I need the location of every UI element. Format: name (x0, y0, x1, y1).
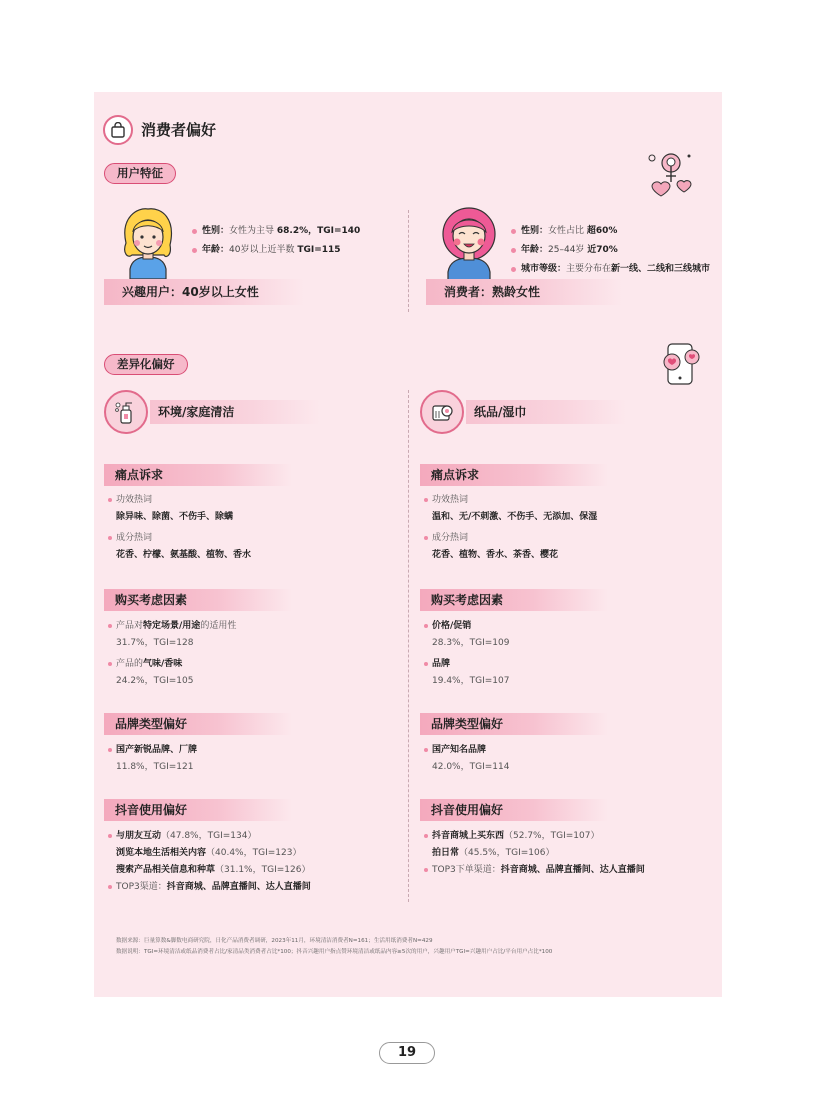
consumer-gender-row: 性别：女性占比 超60% (511, 222, 710, 241)
left-pain-ingredient: 成分热词 花香、柠檬、氨基酸、植物、香水 (108, 530, 251, 564)
right-pain-ingredient: 成分热词 花香、植物、香水、茶香、樱花 (424, 530, 558, 564)
category-paper-band (466, 400, 626, 424)
preference-divider (408, 390, 409, 902)
left-pain-header: 痛点诉求 (104, 464, 292, 486)
right-brand-item: 国产知名品牌 42.0%，TGI=114 (424, 742, 509, 776)
category-paper-label: 纸品/湿巾 (474, 405, 527, 419)
gender-icon (644, 148, 696, 200)
page-number: 19 (379, 1042, 435, 1064)
interest-age-row: 年龄：40岁以上近半数 TGI=115 (192, 241, 360, 260)
consumer-city-row: 城市等级：主要分布在新一线、二线和三线城市 (511, 260, 710, 279)
right-buy-price: 价格/促销 28.3%，TGI=109 (424, 618, 509, 652)
interest-user-banner: 兴趣用户：40岁以上女性 (104, 279, 304, 305)
right-pain-efficacy: 功效热词 温和、无/不刺激、不伤手、无添加、保湿 (424, 492, 597, 526)
left-brand-item: 国产新锐品牌、厂牌 11.8%，TGI=121 (108, 742, 197, 776)
consumer-age-row: 年龄：25–44岁 近70% (511, 241, 710, 260)
spray-bottle-icon (104, 390, 148, 434)
left-douyin-list: 与朋友互动（47.8%，TGI=134） 浏览本地生活相关内容（40.4%，TGI=123） 搜索产品相关信息和种草（31.1%，TGI=126） TOP3渠道：抖音商城、品牌直播间、达人直播间 (108, 828, 311, 896)
interest-gender-row: 性别：女性为主导 68.2%，TGI=140 (192, 222, 360, 241)
consumer-stats (511, 222, 710, 279)
footnote-note: 数据说明：TGI=环境清洁或纸品消费者占比/家清品类消费者占比*100；抖音兴趣用户指点赞环境清洁或纸品内容≥5次的用户，兴趣用户TGI=兴趣用户占比/平台用户占比*100 (116, 949, 553, 955)
shopping-bag-icon (103, 115, 133, 145)
left-buy-scenario: 产品对特定场景/用途的适用性 31.7%，TGI=128 (108, 618, 236, 652)
category-cleaning-label: 环境/家庭清洁 (158, 405, 235, 419)
right-douyin-header: 抖音使用偏好 (420, 799, 608, 821)
left-brand-header: 品牌类型偏好 (104, 713, 292, 735)
tissue-roll-icon (420, 390, 464, 434)
right-douyin-list: 抖音商城上买东西（52.7%，TGI=107） 拍日常（45.5%，TGI=106） TOP3下单渠道：抖音商城、品牌直播间、达人直播间 (424, 828, 645, 879)
page-title: 消费者偏好 (141, 121, 217, 139)
phone-hearts-icon (660, 340, 704, 388)
right-buy-brand: 品牌 19.4%，TGI=107 (424, 656, 509, 690)
consumer-avatar (438, 204, 500, 280)
profile-divider (408, 210, 409, 312)
category-cleaning-band (150, 400, 320, 424)
left-douyin-header: 抖音使用偏好 (104, 799, 292, 821)
left-buy-scent: 产品的气味/香味 24.2%，TGI=105 (108, 656, 193, 690)
right-buy-header: 购买考虑因素 (420, 589, 608, 611)
left-buy-header: 购买考虑因素 (104, 589, 292, 611)
consumer-banner: 消费者：熟龄女性 (426, 279, 622, 305)
right-brand-header: 品牌类型偏好 (420, 713, 608, 735)
user-profile-pill: 用户特征 (104, 163, 176, 184)
interest-user-stats (192, 222, 360, 260)
left-pain-efficacy: 功效热词 除异味、除菌、不伤手、除螨 (108, 492, 233, 526)
footnote-source: 数据来源：巨量算数&脚数电商研究院，日化产品消费者调研，2023年11月，环境清洁消费者N=161；生活用纸消费者N=429 (116, 938, 433, 944)
diff-pref-pill: 差异化偏好 (104, 354, 188, 375)
right-pain-header: 痛点诉求 (420, 464, 608, 486)
interest-user-avatar (118, 207, 178, 279)
